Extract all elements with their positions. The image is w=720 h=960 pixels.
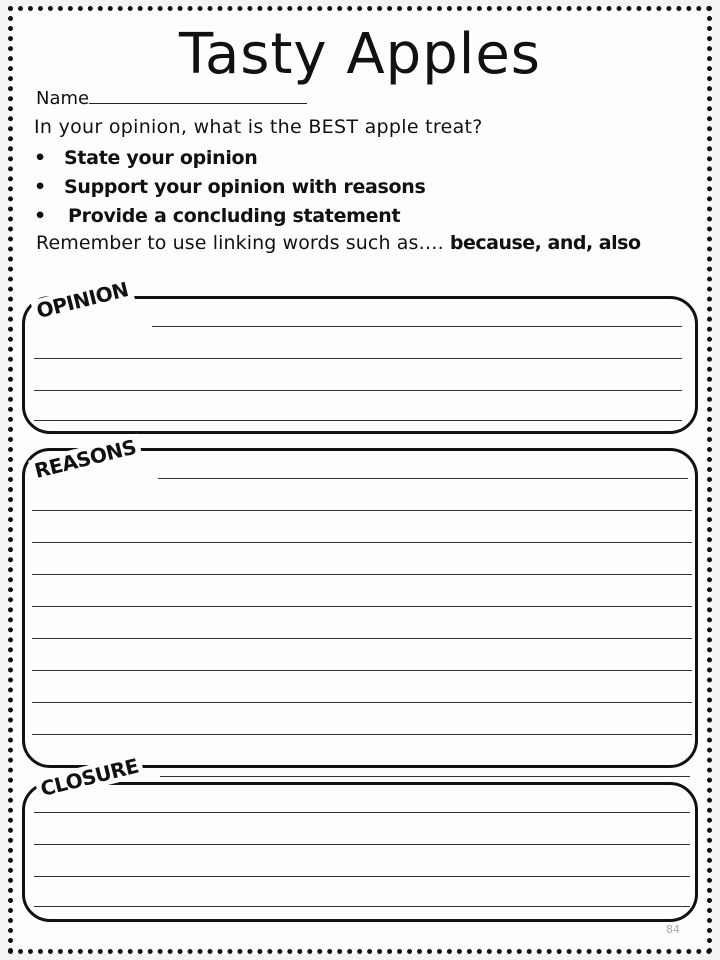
reasons-writing-line[interactable] bbox=[32, 702, 692, 703]
reasons-writing-line[interactable] bbox=[32, 734, 692, 735]
reasons-writing-line[interactable] bbox=[32, 574, 692, 575]
opinion-writing-line[interactable] bbox=[34, 420, 682, 421]
linking-words: because, and, also bbox=[449, 232, 641, 254]
reasons-writing-line[interactable] bbox=[158, 478, 688, 479]
closure-box bbox=[22, 782, 698, 922]
opinion-writing-line[interactable] bbox=[152, 326, 682, 327]
instruction-list bbox=[34, 144, 426, 231]
name-blank-line[interactable] bbox=[89, 89, 307, 104]
closure-writing-line[interactable] bbox=[34, 876, 690, 877]
opinion-writing-line[interactable] bbox=[34, 390, 682, 391]
instruction-item: • Provide a concluding statement bbox=[34, 202, 426, 231]
writing-prompt: In your opinion, what is the BEST apple treat? bbox=[34, 116, 483, 138]
worksheet-title: Tasty Apples bbox=[179, 22, 541, 87]
reasons-writing-line[interactable] bbox=[32, 606, 692, 607]
instruction-item: • State your opinion bbox=[34, 144, 426, 173]
closure-writing-line[interactable] bbox=[34, 812, 690, 813]
instruction-item: • Support your opinion with reasons bbox=[34, 173, 426, 202]
bullet-icon: • bbox=[34, 176, 46, 198]
reasons-writing-line[interactable] bbox=[32, 510, 692, 511]
page-number: 84 bbox=[666, 923, 680, 936]
closure-writing-line[interactable] bbox=[34, 906, 690, 907]
linking-words-reminder bbox=[36, 232, 641, 254]
closure-writing-line[interactable] bbox=[160, 776, 690, 777]
closure-writing-line[interactable] bbox=[34, 844, 690, 845]
bullet-icon: • bbox=[34, 147, 46, 169]
opinion-writing-line[interactable] bbox=[34, 358, 682, 359]
opinion-box bbox=[22, 296, 698, 434]
closure-label: CLOSURE bbox=[34, 753, 145, 802]
name-field[interactable] bbox=[36, 88, 307, 109]
reasons-label: REASONS bbox=[28, 434, 142, 484]
reasons-box bbox=[22, 448, 698, 768]
reasons-writing-line[interactable] bbox=[32, 542, 692, 543]
reasons-writing-line[interactable] bbox=[32, 670, 692, 671]
bullet-icon: • bbox=[34, 205, 46, 227]
opinion-label: OPINION bbox=[30, 276, 134, 324]
reminder-text: Remember to use linking words such as…. bbox=[36, 232, 444, 254]
name-label: Name bbox=[36, 88, 90, 109]
reasons-writing-line[interactable] bbox=[32, 638, 692, 639]
